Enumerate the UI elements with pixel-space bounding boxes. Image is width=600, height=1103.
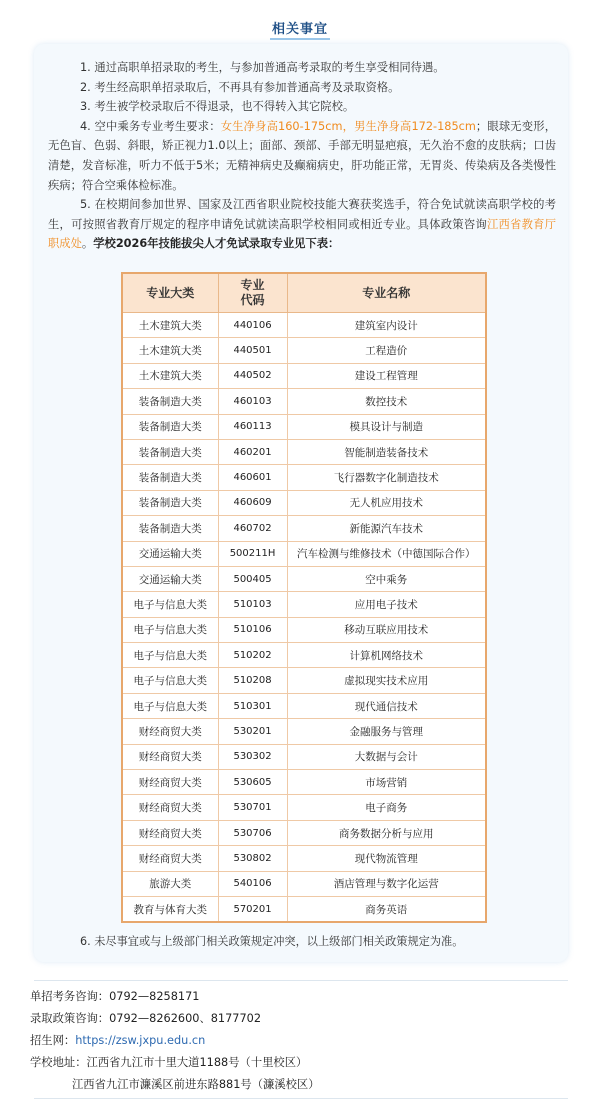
table-row bbox=[122, 490, 486, 515]
table-row bbox=[122, 439, 486, 464]
table-row bbox=[122, 643, 486, 668]
cell-code: 460702 bbox=[218, 516, 287, 541]
cell-code: 530605 bbox=[218, 770, 287, 795]
cell-major-name: 移动互联应用技术 bbox=[287, 617, 486, 642]
page-header bbox=[0, 0, 600, 42]
table-row bbox=[122, 795, 486, 820]
table-header-row bbox=[122, 273, 486, 313]
section-title: 相关事宜 bbox=[271, 22, 328, 37]
cell-category: 交通运输大类 bbox=[122, 566, 218, 591]
cell-major-name: 虚拟现实技术应用 bbox=[287, 668, 486, 693]
cell-category: 财经商贸大类 bbox=[122, 719, 218, 744]
note-4-prefix: 4. 空中乘务专业考生要求： bbox=[80, 119, 221, 133]
address-campus-2: 江西省九江市濂溪区前进东路881号（濂溪校区） bbox=[72, 1078, 320, 1091]
education-dept-link[interactable]: 江西省教育厅职成处 bbox=[48, 217, 556, 251]
cell-code: 440106 bbox=[218, 313, 287, 338]
cell-major-name: 商务数据分析与应用 bbox=[287, 820, 486, 845]
cell-major-name: 无人机应用技术 bbox=[287, 490, 486, 515]
cell-code: 510103 bbox=[218, 592, 287, 617]
cell-major-name: 空中乘务 bbox=[287, 566, 486, 591]
cell-major-name: 应用电子技术 bbox=[287, 592, 486, 617]
table-row bbox=[122, 592, 486, 617]
footer-divider-top bbox=[34, 980, 568, 981]
cell-category: 财经商贸大类 bbox=[122, 846, 218, 871]
address-campus-1: 江西省九江市十里大道1188号（十里校区） bbox=[86, 1056, 308, 1069]
note-5-suffix: 。 bbox=[81, 237, 94, 251]
exam-contact-phone: 0792—8258171 bbox=[109, 990, 200, 1003]
address-row bbox=[30, 1052, 580, 1074]
table-row bbox=[122, 566, 486, 591]
notes-list bbox=[48, 58, 556, 254]
cell-code: 500211H bbox=[218, 541, 287, 566]
cell-category: 财经商贸大类 bbox=[122, 770, 218, 795]
cell-code: 530201 bbox=[218, 719, 287, 744]
cell-major-name: 酒店管理与数字化运营 bbox=[287, 871, 486, 896]
cell-code: 510301 bbox=[218, 693, 287, 718]
cell-code: 510106 bbox=[218, 617, 287, 642]
note-4-rest: ；眼球无变形，无色盲、色弱、斜眼，矫正视力1.0以上；面部、颈部、手部无明显疤痕，无久治不愈的皮肤病；口齿清楚，发音标准，听力不低于5米；无精神病史及癫痫病史，肝功能正常，无胃炎、传染病及各类慢性疾病；符合空乘体检标准。 bbox=[48, 119, 556, 192]
note-1: 1. 通过高职单招录取的考生，与参加普通高考录取的考生享受相同待遇。 bbox=[80, 61, 445, 74]
admission-contact-phone: 0792—8262600、8177702 bbox=[109, 1012, 262, 1025]
table-row bbox=[122, 896, 486, 922]
table-row bbox=[122, 617, 486, 642]
cell-major-name: 商务英语 bbox=[287, 896, 486, 922]
cell-code: 540106 bbox=[218, 871, 287, 896]
cell-category: 财经商贸大类 bbox=[122, 795, 218, 820]
cell-category: 装备制造大类 bbox=[122, 439, 218, 464]
note-3: 3. 考生被学校录取后不得退录，也不得转入其它院校。 bbox=[80, 100, 355, 114]
cell-category: 土木建筑大类 bbox=[122, 338, 218, 363]
table-row bbox=[122, 516, 486, 541]
cell-category: 装备制造大类 bbox=[122, 414, 218, 439]
header-code-line2: 代码 bbox=[240, 293, 265, 307]
cell-code: 530706 bbox=[218, 820, 287, 845]
cell-code: 570201 bbox=[218, 896, 287, 922]
cell-major-name: 现代通信技术 bbox=[287, 693, 486, 718]
note-5-bold: 学校2026年技能拔尖人才免试录取专业见下表： bbox=[93, 237, 340, 251]
cell-code: 460103 bbox=[218, 389, 287, 414]
cell-code: 460601 bbox=[218, 465, 287, 490]
cell-code: 460113 bbox=[218, 414, 287, 439]
header-category: 专业大类 bbox=[122, 273, 218, 313]
cell-major-name: 计算机网络技术 bbox=[287, 643, 486, 668]
admission-contact-label: 录取政策咨询： bbox=[30, 1012, 110, 1025]
cell-code: 510208 bbox=[218, 668, 287, 693]
cell-major-name: 数控技术 bbox=[287, 389, 486, 414]
cell-code: 460201 bbox=[218, 439, 287, 464]
cell-code: 530302 bbox=[218, 744, 287, 769]
footer-divider-bottom bbox=[34, 1098, 568, 1099]
cell-category: 电子与信息大类 bbox=[122, 668, 218, 693]
cell-category: 土木建筑大类 bbox=[122, 363, 218, 388]
cell-category: 装备制造大类 bbox=[122, 490, 218, 515]
exam-contact-label: 单招考务咨询： bbox=[30, 990, 110, 1003]
address-label: 学校地址： bbox=[30, 1056, 87, 1069]
contact-footer bbox=[30, 986, 580, 1096]
cell-category: 旅游大类 bbox=[122, 871, 218, 896]
cell-category: 电子与信息大类 bbox=[122, 693, 218, 718]
table-row bbox=[122, 719, 486, 744]
cell-category: 电子与信息大类 bbox=[122, 592, 218, 617]
header-code bbox=[218, 273, 287, 313]
cell-category: 交通运输大类 bbox=[122, 541, 218, 566]
cell-major-name: 飞行器数字化制造技术 bbox=[287, 465, 486, 490]
table-row bbox=[122, 744, 486, 769]
address-row-2 bbox=[30, 1074, 580, 1096]
cell-major-name: 电子商务 bbox=[287, 795, 486, 820]
cell-category: 装备制造大类 bbox=[122, 389, 218, 414]
cell-category: 土木建筑大类 bbox=[122, 313, 218, 338]
cell-category: 教育与体育大类 bbox=[122, 896, 218, 922]
note-4 bbox=[48, 117, 556, 195]
cell-major-name: 工程造价 bbox=[287, 338, 486, 363]
cell-code: 530701 bbox=[218, 795, 287, 820]
note-6: 6. 未尽事宜或与上级部门相关政策规定冲突，以上级部门相关政策规定为准。 bbox=[80, 935, 464, 948]
cell-major-name: 金融服务与管理 bbox=[287, 719, 486, 744]
header-major-name: 专业名称 bbox=[287, 273, 486, 313]
cell-category: 装备制造大类 bbox=[122, 465, 218, 490]
table-body bbox=[122, 313, 486, 923]
cell-code: 440501 bbox=[218, 338, 287, 363]
cell-major-name: 建筑室内设计 bbox=[287, 313, 486, 338]
table-row bbox=[122, 363, 486, 388]
table-row bbox=[122, 313, 486, 338]
majors-table-wrapper bbox=[121, 272, 485, 923]
cell-code: 510202 bbox=[218, 643, 287, 668]
table-row bbox=[122, 414, 486, 439]
note-2: 2. 考生经高职单招录取后，不再具有参加普通高考及录取资格。 bbox=[80, 80, 400, 94]
cell-major-name: 新能源汽车技术 bbox=[287, 516, 486, 541]
cell-category: 财经商贸大类 bbox=[122, 820, 218, 845]
cell-code: 460609 bbox=[218, 490, 287, 515]
table-row bbox=[122, 338, 486, 363]
cell-category: 电子与信息大类 bbox=[122, 617, 218, 642]
note-5-prefix: 5. 在校期间参加世界、国家及江西省职业院校技能大赛获奖选手，符合免试就读高职学校的考生，可按照省教育厅规定的程序申请免试就读高职学校相同或相近专业。具体政策咨询 bbox=[48, 198, 556, 231]
cell-major-name: 现代物流管理 bbox=[287, 846, 486, 871]
cell-code: 440502 bbox=[218, 363, 287, 388]
table-row bbox=[122, 846, 486, 871]
cell-major-name: 建设工程管理 bbox=[287, 363, 486, 388]
cell-major-name: 大数据与会计 bbox=[287, 744, 486, 769]
website-row bbox=[30, 1030, 580, 1052]
cell-major-name: 汽车检测与维修技术（中德国际合作） bbox=[287, 541, 486, 566]
note-5 bbox=[48, 195, 556, 254]
title-underline bbox=[270, 38, 330, 40]
cell-code: 530802 bbox=[218, 846, 287, 871]
table-row bbox=[122, 465, 486, 490]
height-requirement: 女生净身高160-175cm，男生净身高172-185cm bbox=[220, 119, 476, 133]
table-row bbox=[122, 389, 486, 414]
cell-code: 500405 bbox=[218, 566, 287, 591]
admission-contact bbox=[30, 1008, 580, 1030]
cell-category: 装备制造大类 bbox=[122, 516, 218, 541]
cell-major-name: 智能制造装备技术 bbox=[287, 439, 486, 464]
table-row bbox=[122, 820, 486, 845]
cell-major-name: 市场营销 bbox=[287, 770, 486, 795]
table-row bbox=[122, 693, 486, 718]
website-label: 招生网： bbox=[30, 1034, 76, 1047]
cell-category: 财经商贸大类 bbox=[122, 744, 218, 769]
table-row bbox=[122, 668, 486, 693]
table-row bbox=[122, 770, 486, 795]
table-row bbox=[122, 871, 486, 896]
cell-major-name: 模具设计与制造 bbox=[287, 414, 486, 439]
header-code-line1: 专业 bbox=[240, 278, 265, 292]
cell-category: 电子与信息大类 bbox=[122, 643, 218, 668]
website-link[interactable]: https://zsw.jxpu.edu.cn bbox=[75, 1034, 206, 1047]
exam-contact bbox=[30, 986, 580, 1008]
table-row bbox=[122, 541, 486, 566]
majors-table bbox=[121, 272, 487, 923]
